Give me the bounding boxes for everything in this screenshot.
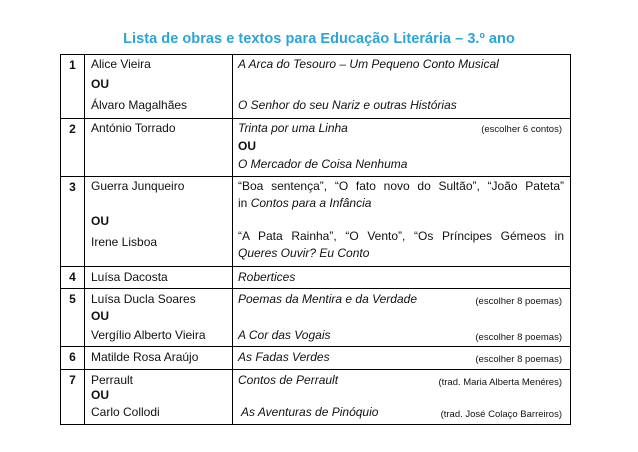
row-number: 6: [61, 347, 85, 370]
or-label: OU: [91, 77, 109, 91]
work-title: Contos de Perrault: [238, 373, 339, 387]
work-note: (trad. José Colaço Barreiros): [440, 409, 562, 420]
works-cell: [233, 55, 571, 119]
row-number: 4: [61, 267, 85, 289]
work-book-title: Queres Ouvir? Eu Conto: [238, 246, 370, 260]
work-title: As Fadas Verdes: [238, 350, 330, 364]
author-name: Álvaro Magalhães: [91, 98, 188, 112]
work-note: (escolher 8 poemas): [475, 296, 562, 307]
author-name: Luísa Dacosta: [91, 270, 168, 284]
work-title: Trinta por uma Linha: [238, 121, 348, 135]
table-row: [61, 267, 571, 289]
row-number: 5: [61, 289, 85, 347]
work-title: “Boa sentença”, “O fato novo do Sultão”, “João Pateta”: [238, 179, 564, 193]
work-title: A Cor das Vogais: [238, 328, 331, 342]
table-row: [61, 55, 571, 119]
work-title: As Aventuras de Pinóquio: [241, 405, 379, 419]
work-note: (escolher 8 poemas): [475, 332, 562, 343]
works-cell: [233, 119, 571, 177]
author-name: Vergílio Alberto Vieira: [91, 328, 206, 342]
table-row: [61, 289, 571, 347]
author-name: Irene Lisboa: [91, 235, 158, 249]
work-book-title: Contos para a Infância: [250, 196, 372, 210]
works-table: [60, 54, 571, 425]
author-name: António Torrado: [91, 121, 176, 135]
author-cell: [85, 267, 233, 289]
or-label: OU: [91, 388, 109, 402]
works-cell: [233, 289, 571, 347]
work-title: “A Pata Rainha”, “O Vento”, “Os Príncipes Gémeos in: [238, 229, 564, 243]
or-label: OU: [91, 214, 109, 228]
author-name: Carlo Collodi: [91, 405, 160, 419]
document-title: Lista de obras e textos para Educação Literária – 3.º ano: [123, 31, 515, 47]
table-row: [61, 370, 571, 425]
row-number: 1: [61, 55, 85, 119]
table-row: [61, 119, 571, 177]
row-number: 2: [61, 119, 85, 177]
work-note: (escolher 8 poemas): [475, 354, 562, 365]
author-cell: [85, 55, 233, 119]
row-number: 7: [61, 370, 85, 425]
author-cell: [85, 177, 233, 267]
works-cell: [233, 267, 571, 289]
author-cell: [85, 119, 233, 177]
work-title: A Arca do Tesouro – Um Pequeno Conto Musical: [238, 57, 499, 71]
author-name: Alice Vieira: [91, 57, 151, 71]
works-cell: [233, 177, 571, 267]
author-cell: [85, 289, 233, 347]
author-name: Guerra Junqueiro: [91, 179, 185, 193]
table-row: [61, 347, 571, 370]
author-cell: [85, 370, 233, 425]
row-number: 3: [61, 177, 85, 267]
author-cell: [85, 347, 233, 370]
or-label: OU: [91, 309, 109, 323]
author-name: Matilde Rosa Araújo: [91, 350, 199, 364]
work-prefix: in: [238, 196, 251, 210]
author-name: Perrault: [91, 373, 134, 387]
works-cell: [233, 370, 571, 425]
works-cell: [233, 347, 571, 370]
work-note: (trad. Maria Alberta Menéres): [438, 377, 562, 388]
work-title: O Senhor do seu Nariz e outras Histórias: [238, 98, 457, 112]
table-row: [61, 177, 571, 267]
work-title: Poemas da Mentira e da Verdade: [238, 292, 417, 306]
work-title-line: [238, 196, 371, 211]
work-title: O Mercador de Coisa Nenhuma: [238, 157, 408, 171]
work-note: (escolher 6 contos): [481, 124, 562, 135]
work-title: Robertices: [238, 270, 296, 284]
author-name: Luísa Ducla Soares: [91, 292, 196, 306]
or-label: OU: [238, 139, 256, 153]
